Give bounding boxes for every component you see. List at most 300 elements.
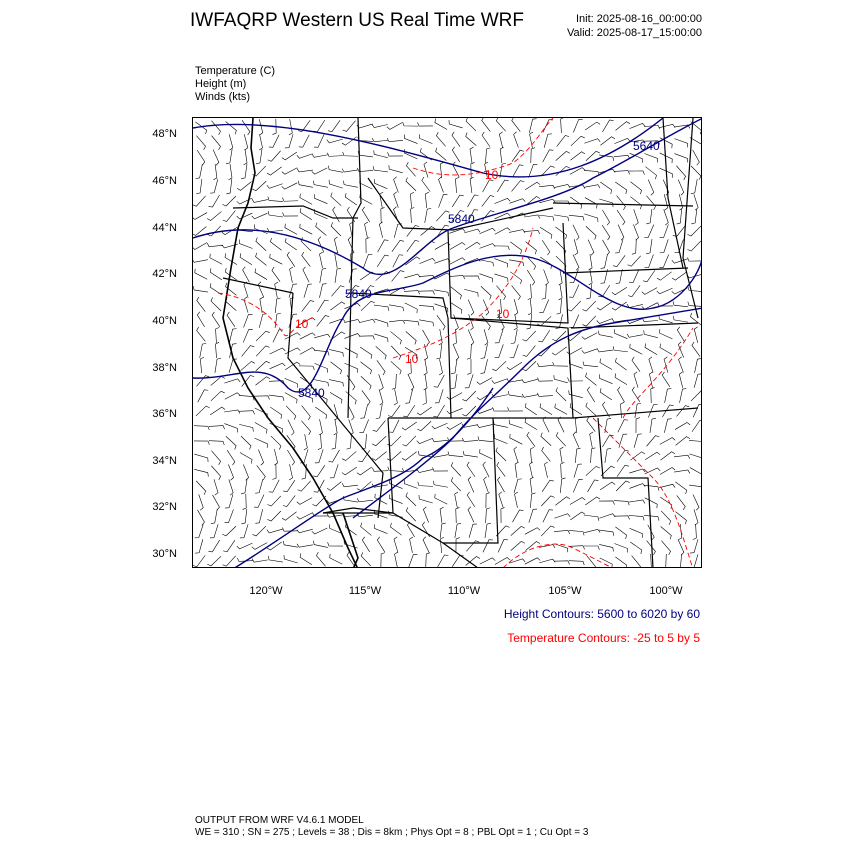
wind-barb — [360, 362, 371, 374]
wind-barb — [479, 260, 493, 267]
wind-barb — [575, 417, 579, 433]
wind-barb — [554, 514, 570, 519]
wind-barb — [615, 239, 623, 253]
lat-label-46n: 46°N — [152, 175, 177, 187]
wind-barb — [259, 119, 263, 135]
wind-barb — [421, 241, 435, 251]
wind-barb — [687, 226, 701, 236]
wind-barb — [600, 182, 611, 194]
wind-barb — [600, 359, 612, 370]
wind-barb — [483, 540, 493, 553]
wind-barb — [634, 434, 642, 448]
wind-barb — [554, 184, 570, 187]
wind-barb — [410, 192, 414, 208]
wind-barb — [255, 422, 267, 433]
wind-barb — [208, 540, 219, 552]
wind-barb — [659, 124, 675, 127]
wind-barb — [228, 164, 231, 180]
wind-barb — [695, 358, 702, 372]
wind-barb — [570, 152, 585, 160]
wind-barb — [539, 215, 554, 221]
wind-barb — [615, 557, 626, 568]
wind-barb — [244, 297, 248, 313]
init-time: Init: 2025-08-16_00:00:00 — [576, 13, 702, 25]
wind-barb — [255, 268, 267, 279]
wind-barb — [582, 349, 598, 354]
wind-barb — [501, 508, 505, 523]
variable-temperature: Temperature (C) — [195, 65, 276, 77]
wind-barb — [374, 305, 389, 311]
wind-barb — [315, 209, 328, 218]
wind-barb — [495, 434, 508, 443]
wind-barb — [470, 177, 474, 193]
wind-barb — [677, 554, 682, 568]
wind-barb — [646, 239, 652, 254]
wind-barb — [316, 552, 325, 566]
wind-barb — [240, 452, 252, 463]
wind-barb — [470, 147, 473, 163]
wind-barb — [674, 470, 690, 473]
wind-barb — [645, 254, 654, 267]
lat-label-32n: 32°N — [152, 501, 177, 513]
valid-time: Valid: 2025-08-17_15:00:00 — [567, 27, 702, 39]
wind-barb — [676, 166, 685, 180]
wind-barb — [379, 222, 382, 238]
wind-barb — [432, 423, 448, 429]
wind-barb — [544, 269, 549, 285]
wind-barb — [689, 485, 702, 491]
wind-barb — [388, 405, 400, 416]
wind-barb — [537, 377, 553, 381]
wind-barb — [403, 122, 418, 126]
wind-barb — [629, 500, 645, 503]
wind-barb — [447, 423, 462, 430]
wind-barb — [252, 199, 268, 202]
wind-barb — [357, 481, 371, 490]
wind-barb — [586, 403, 596, 416]
wind-barb — [645, 343, 657, 354]
wind-barb — [254, 396, 270, 400]
wind-barb — [660, 452, 675, 461]
wind-barb — [509, 559, 525, 563]
wind-barb — [229, 479, 233, 495]
wind-barb — [522, 331, 535, 341]
wind-barb — [678, 180, 684, 196]
wind-barb — [196, 481, 206, 495]
wind-barb — [239, 395, 254, 400]
wind-barb — [614, 171, 630, 175]
wind-barb — [241, 436, 251, 449]
wind-barb — [486, 493, 490, 508]
wind-barb — [316, 223, 327, 236]
temp-label-10-d: 10 — [405, 352, 419, 366]
wind-barb — [480, 228, 496, 233]
wind-barb — [268, 211, 283, 217]
wind-barb — [391, 332, 402, 345]
wind-barb — [553, 362, 568, 366]
wind-barb — [388, 152, 403, 156]
wind-barb — [213, 495, 220, 510]
wind-barb — [561, 118, 565, 133]
wind-barb — [539, 185, 555, 189]
wind-barb — [643, 270, 655, 282]
wind-barb — [392, 374, 397, 389]
wind-barb — [616, 122, 630, 131]
wind-barb — [212, 136, 221, 150]
wind-barb — [315, 407, 327, 419]
wind-barb — [451, 287, 462, 300]
wind-barb — [392, 240, 404, 251]
wind-barb — [677, 406, 690, 417]
wind-barb — [301, 421, 310, 435]
wind-barb — [433, 405, 444, 417]
wind-barb — [687, 257, 702, 261]
wind-barb — [282, 512, 297, 521]
wind-barb — [199, 494, 204, 510]
wind-barb — [676, 512, 687, 525]
wind-barb — [449, 120, 463, 128]
wind-barb — [377, 537, 384, 552]
wind-barb — [554, 530, 570, 534]
wind-barb — [466, 541, 479, 552]
wind-barb — [493, 421, 507, 428]
wind-barb — [330, 554, 343, 564]
wind-barb — [419, 291, 435, 295]
wind-barb — [573, 480, 582, 493]
wind-barb — [511, 526, 525, 535]
wind-barb — [480, 449, 493, 459]
wind-barb — [418, 122, 433, 126]
wind-barb — [451, 477, 461, 491]
wind-barb — [675, 482, 686, 494]
wind-barb — [614, 543, 627, 552]
wind-barb — [193, 243, 207, 250]
wind-barb — [452, 147, 459, 162]
wind-barb — [492, 379, 508, 384]
wind-barb — [194, 469, 208, 476]
wind-barb — [531, 148, 535, 163]
wind-barb — [282, 152, 297, 160]
wind-barb — [270, 407, 282, 419]
wind-barb — [583, 361, 598, 366]
wind-barb — [496, 118, 505, 131]
wind-barb — [694, 194, 698, 210]
wind-barb — [196, 136, 205, 150]
height-contours-legend: Height Contours: 5600 to 6020 by 60 — [503, 607, 700, 621]
wind-barb — [468, 507, 474, 523]
wind-barb — [620, 402, 624, 418]
wind-barb — [435, 389, 443, 403]
kansas-north — [571, 323, 698, 328]
wind-barb — [573, 432, 579, 448]
wind-barb — [329, 180, 343, 188]
wind-barb — [689, 454, 702, 462]
wind-barb — [198, 390, 208, 402]
sd-nebraska-border — [563, 268, 688, 273]
wind-barb — [433, 467, 448, 471]
wind-barb — [282, 198, 298, 202]
wind-barb — [330, 302, 345, 310]
wind-barb — [456, 538, 460, 553]
wind-barb — [331, 193, 341, 206]
wind-barb — [477, 424, 493, 427]
wind-barb — [422, 177, 430, 192]
wind-barb — [258, 282, 264, 298]
wind-barb — [407, 240, 419, 251]
wind-barb — [456, 507, 460, 523]
wind-barb — [493, 407, 508, 411]
wind-barb — [225, 253, 237, 264]
wind-barb — [224, 424, 237, 433]
wind-barb — [283, 541, 298, 547]
wind-barb — [244, 314, 253, 327]
wind-barb — [359, 319, 375, 322]
wind-barb — [275, 298, 280, 313]
wind-barb — [300, 194, 312, 205]
wind-barb — [244, 282, 248, 298]
wind-barb — [359, 420, 368, 433]
wind-barb — [529, 462, 532, 478]
wind-barb — [645, 498, 657, 508]
wind-barb — [634, 209, 639, 225]
wind-barb — [525, 528, 540, 535]
wind-barb — [210, 179, 218, 193]
wind-barb — [423, 330, 430, 345]
wind-barb — [198, 510, 205, 525]
wind-barb — [226, 179, 231, 194]
wind-barb — [514, 314, 517, 330]
wind-barb — [462, 438, 478, 442]
wind-barb — [329, 380, 343, 387]
wind-barb — [664, 419, 671, 433]
wind-barb — [194, 454, 208, 462]
wind-barb — [556, 387, 566, 400]
wind-barb — [468, 477, 474, 493]
wind-barb — [598, 331, 612, 338]
wind-barb — [257, 465, 266, 479]
wind-barb — [679, 372, 682, 388]
wind-barb — [554, 375, 568, 383]
wind-barb — [515, 492, 518, 508]
wind-barb — [659, 255, 668, 268]
wind-barb — [196, 164, 203, 178]
wind-barb — [513, 510, 524, 522]
wind-barb — [361, 523, 372, 536]
wind-barb — [630, 182, 641, 194]
wind-barb — [509, 260, 524, 266]
wind-barb — [630, 344, 642, 354]
wind-barb — [342, 467, 357, 475]
wind-barb — [300, 348, 315, 355]
wind-barb — [212, 312, 220, 327]
wind-barb — [297, 544, 313, 547]
wind-barb — [380, 192, 383, 208]
wind-barb — [404, 291, 420, 295]
wind-barb — [256, 149, 262, 164]
wind-barb — [500, 147, 504, 163]
wind-barb — [512, 181, 525, 192]
wind-barb — [584, 214, 598, 222]
height-label-5840-b: 5840 — [345, 287, 372, 301]
wind-barb — [555, 314, 562, 328]
wind-barb — [210, 407, 225, 415]
wind-barb — [226, 436, 236, 449]
wind-barb — [464, 289, 478, 296]
wind-barb — [477, 378, 492, 385]
wind-barb — [462, 391, 475, 401]
wind-barb — [239, 424, 253, 431]
wind-barb — [297, 168, 313, 171]
wind-barb — [482, 195, 494, 206]
wind-barb — [359, 336, 375, 340]
wind-barb — [312, 528, 328, 534]
wind-barb — [482, 316, 491, 330]
wind-barb — [508, 391, 523, 397]
wind-barb — [255, 438, 268, 448]
wind-barb — [644, 485, 659, 490]
wind-barb — [600, 558, 613, 568]
wind-barb — [672, 272, 687, 280]
wind-barb — [275, 313, 281, 328]
wind-barb — [425, 208, 431, 223]
wind-barb — [224, 379, 240, 383]
wind-barb — [335, 268, 341, 283]
wind-barb — [244, 134, 248, 150]
lat-label-36n: 36°N — [152, 408, 177, 420]
wind-barb — [285, 348, 300, 354]
wind-barb — [440, 162, 444, 178]
wind-barb — [464, 276, 479, 280]
height-label-5840-a: 5840 — [448, 212, 475, 226]
wind-barb — [480, 558, 495, 564]
wind-barb — [554, 544, 567, 553]
wind-barb — [213, 164, 217, 180]
wind-barb — [243, 267, 250, 282]
wind-barb — [402, 452, 417, 460]
lon-label-110w: 110°W — [447, 585, 481, 597]
wind-barb — [678, 540, 684, 556]
wind-barb — [216, 327, 220, 343]
wind-barb — [436, 344, 441, 359]
wind-barb — [664, 209, 669, 225]
wind-barb — [254, 495, 264, 508]
wind-barb — [194, 426, 209, 430]
wind-barb — [327, 153, 343, 157]
wind-barb — [522, 379, 538, 383]
wind-barb — [448, 451, 463, 456]
wind-barb — [210, 268, 222, 280]
wind-barb — [404, 134, 417, 143]
temp-label-10-c: 10 — [496, 307, 510, 321]
wind-barb — [360, 404, 367, 418]
wind-barb — [615, 358, 626, 370]
lat-label-42n: 42°N — [152, 268, 177, 280]
wind-barb — [406, 492, 416, 505]
wind-barb — [241, 509, 247, 524]
wind-barb — [482, 118, 491, 132]
wind-barb — [630, 197, 641, 209]
wind-barb — [597, 348, 613, 351]
wind-barb — [587, 387, 594, 402]
wind-barb — [209, 195, 220, 207]
wind-barb — [242, 120, 250, 135]
wind-barb — [514, 299, 518, 315]
wind-barb — [402, 436, 415, 446]
wind-barb — [687, 241, 700, 251]
wind-barb — [423, 537, 429, 553]
wind-barb — [691, 209, 697, 224]
wind-barb — [496, 447, 506, 460]
wind-barb — [259, 314, 267, 328]
wind-barb — [495, 228, 510, 235]
wind-barb — [569, 561, 584, 565]
wind-barb — [538, 330, 550, 342]
wind-barb — [436, 148, 447, 161]
lat-label-34n: 34°N — [152, 455, 177, 467]
wind-barb — [569, 530, 584, 535]
wind-barb — [497, 462, 505, 477]
wind-barb — [244, 149, 247, 165]
wind-barb — [272, 267, 280, 282]
wind-barb — [452, 132, 460, 147]
wind-barb — [374, 334, 388, 342]
wind-barb — [584, 170, 599, 175]
wind-barb — [377, 255, 389, 267]
wind-barb — [334, 237, 337, 253]
wind-barb — [417, 438, 433, 443]
wind-barb — [569, 285, 579, 298]
wind-barb — [495, 558, 510, 565]
wind-barb — [272, 464, 276, 480]
wind-barb — [509, 230, 525, 233]
wind-barb — [223, 556, 236, 566]
wind-barb — [555, 497, 570, 506]
wind-barb — [267, 496, 280, 506]
wind-barb — [304, 284, 312, 298]
wind-barb — [196, 179, 202, 194]
wind-barb — [650, 418, 656, 433]
wind-barb — [283, 480, 295, 492]
wind-barb — [467, 462, 475, 477]
wind-barb — [513, 165, 524, 177]
wind-barb — [510, 344, 519, 357]
wind-barb — [486, 508, 491, 523]
wind-barb — [297, 529, 313, 533]
wind-barb — [417, 421, 431, 431]
wind-barb — [645, 452, 660, 460]
wind-barb — [394, 537, 398, 553]
wind-barb — [406, 507, 416, 521]
wind-barb — [440, 537, 444, 553]
wind-barb — [229, 359, 237, 373]
wind-barb — [629, 484, 645, 489]
wind-barb — [605, 448, 611, 463]
wind-barb — [439, 359, 442, 375]
wind-barb — [661, 526, 672, 539]
wind-barb — [268, 556, 283, 562]
wind-barb — [342, 483, 358, 487]
wind-barb — [582, 316, 595, 326]
wind-barb — [405, 389, 412, 403]
wind-barb — [195, 524, 203, 537]
wind-barb — [614, 516, 630, 520]
wind-barb — [527, 432, 535, 447]
lat-label-44n: 44°N — [152, 222, 177, 234]
wind-barb — [660, 344, 672, 355]
wind-barb — [404, 480, 417, 489]
wind-barb — [629, 171, 644, 175]
wind-barb — [511, 329, 517, 344]
